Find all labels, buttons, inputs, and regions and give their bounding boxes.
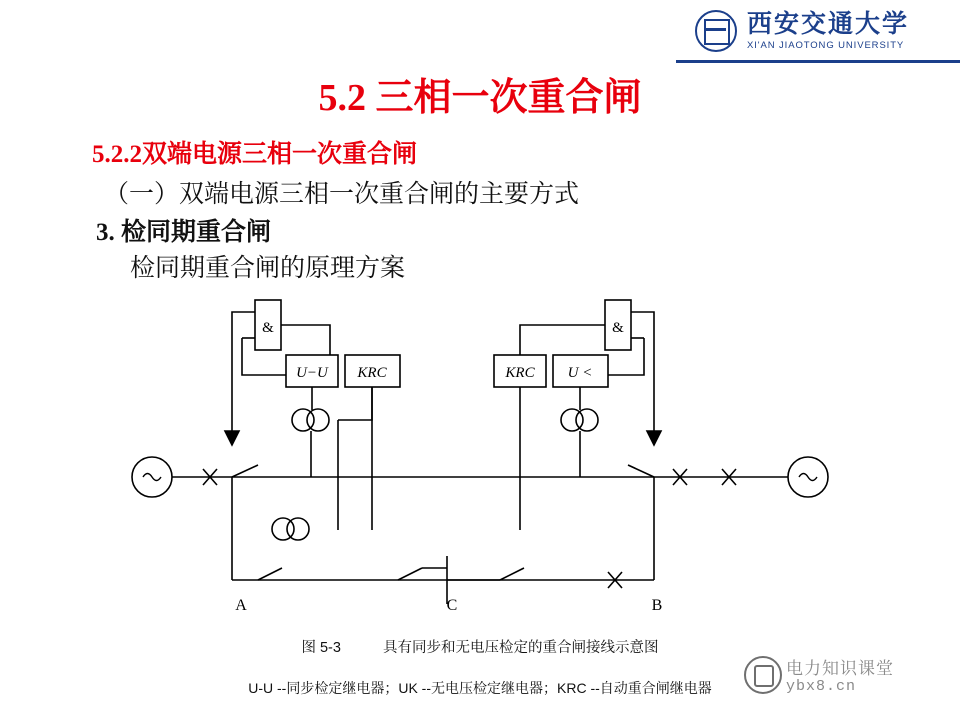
heading-line-2: 3. 检同期重合闸 — [96, 219, 272, 246]
krc-relay-right-label: KRC — [505, 365, 535, 381]
logo-underline — [676, 60, 960, 63]
circuit-diagram — [0, 280, 960, 640]
bus-label-c: C — [446, 597, 458, 614]
heading-line-1: （一）双端电源三相一次重合闸的主要方式 — [104, 181, 580, 208]
bus-label-a: A — [235, 597, 247, 614]
and-gate-right-label: & — [612, 320, 624, 336]
u-less-relay-label: U < — [567, 365, 593, 381]
watermark-subtitle: ybx8.cn — [786, 678, 857, 695]
wechat-account-icon — [744, 656, 782, 694]
figure-note: U-U --同步检定继电器；UK --无电压检定继电器；KRC --自动重合闸继电器 — [248, 680, 712, 696]
bus-label-b: B — [651, 597, 663, 614]
university-emblem-icon — [693, 8, 739, 54]
and-gate-left-label: & — [262, 320, 274, 336]
logo-english-name: XI'AN JIAOTONG UNIVERSITY — [747, 40, 905, 52]
watermark-title: 电力知识课堂 — [786, 659, 894, 678]
krc-relay-left-label: KRC — [357, 365, 387, 381]
figure-caption-text: 具有同步和无电压检定的重合闸接线示意图 — [383, 640, 659, 656]
logo-chinese-name: 西安交通大学 — [747, 10, 910, 38]
section-subtitle: 5.2.2双端电源三相一次重合闸 — [92, 141, 418, 168]
uu-relay-label: U−U — [296, 365, 328, 381]
heading-line-3: 检同期重合闸的原理方案 — [130, 255, 406, 282]
university-logo — [685, 0, 960, 62]
watermark — [744, 652, 944, 706]
figure-number: 图 5-3 — [301, 640, 341, 656]
page-title: 5.2 三相一次重合闸 — [318, 77, 642, 119]
